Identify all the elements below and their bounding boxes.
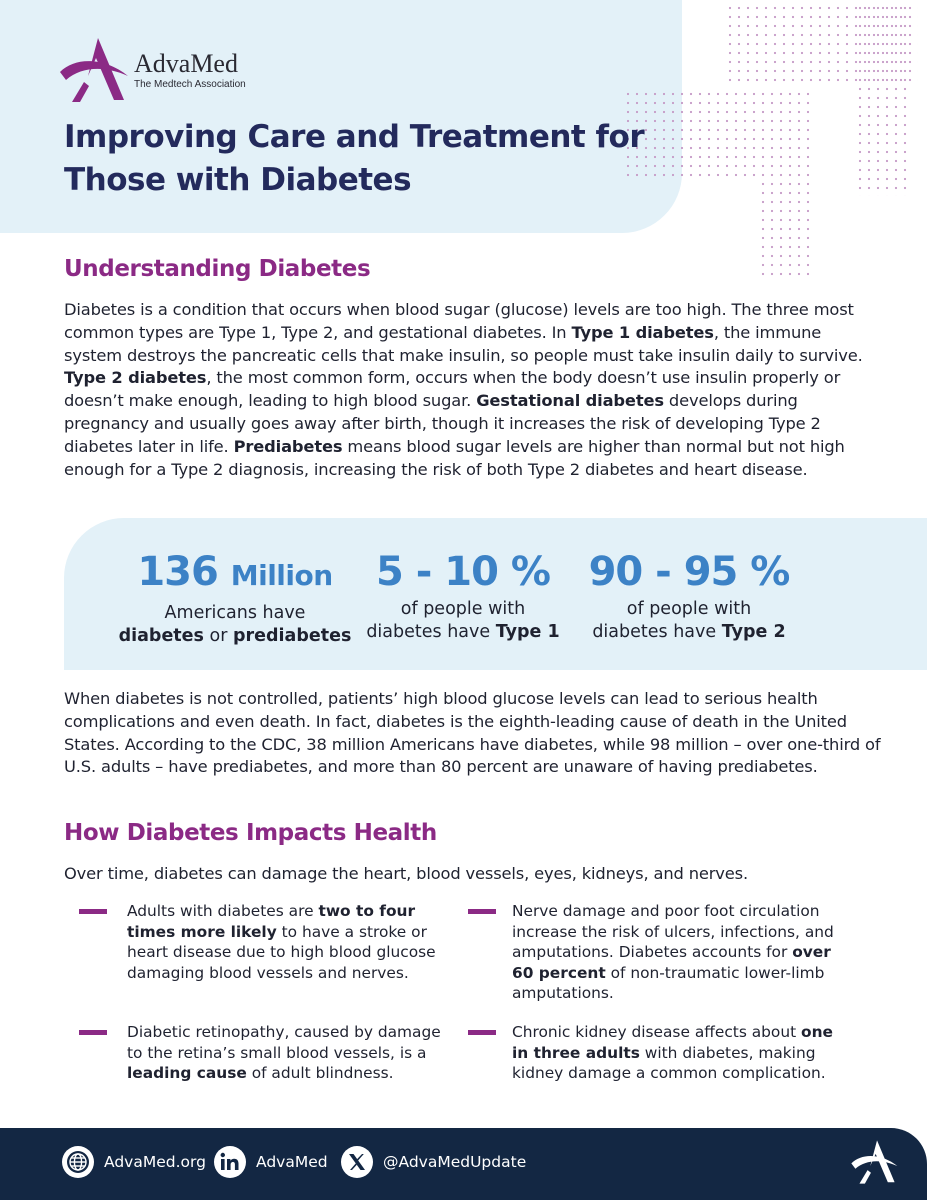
understanding-paragraph: Diabetes is a condition that occurs when blood sugar (glucose) levels are too high. The three most common types are Type 1, Type 2, and gestational diabetes. In Type 1 diabetes, the immune system destroys the pancreatic cells that make insulin, so people must take insulin daily to survive. Type 2 diabetes, the most common form, occurs when the body doesn’t use insulin properly or doesn’t make enough, leading to high blood sugar. Gestational diabetes develops during pregnancy and usually goes away after birth, though it increases the risk of developing Type 2 diabetes later in life. Prediabetes means blood sugar levels are higher than normal but not high enough for a Type 2 diagnosis, increasing the risk of both Type 2 diabetes and heart disease. bbox=[64, 300, 863, 479]
list-item: Chronic kidney disease affects about one in three adults with diabetes, making kidney damage a common complication. bbox=[512, 1022, 847, 1084]
page-title-line-1: Improving Care and Treatment for bbox=[64, 119, 645, 155]
footer-website-link[interactable] bbox=[62, 1146, 206, 1178]
advamed-logo-mark-icon bbox=[58, 36, 132, 104]
footer-website-text: AdvaMed.org bbox=[104, 1153, 206, 1171]
brand-name: AdvaMed bbox=[134, 48, 238, 78]
brand-tagline: The Medtech Association bbox=[134, 78, 246, 90]
advamed-footer-logo-icon bbox=[850, 1138, 900, 1186]
x-icon bbox=[341, 1146, 373, 1178]
impacts-intro: Over time, diabetes can damage the heart, blood vessels, eyes, kidneys, and nerves. bbox=[64, 864, 749, 883]
stat-description: Americans have diabetes or prediabetes bbox=[118, 603, 352, 646]
footer-x-text: @AdvaMedUpdate bbox=[383, 1153, 527, 1171]
decorative-dot-grid-right bbox=[858, 6, 912, 196]
list-item: Diabetic retinopathy, caused by damage to the retina’s small blood vessels, is a leading cause of adult blindness. bbox=[127, 1022, 457, 1084]
stat-type2 bbox=[578, 548, 800, 644]
bullet-bar bbox=[468, 1030, 496, 1035]
page-title bbox=[64, 116, 664, 202]
stat-number: 90 - 95 % bbox=[588, 549, 790, 595]
stat-description: of people with diabetes have Type 2 bbox=[592, 599, 786, 642]
bullet-bar bbox=[79, 1030, 107, 1035]
globe-icon bbox=[62, 1146, 94, 1178]
stat-number: 136 Million bbox=[137, 549, 333, 595]
section-heading-impacts: How Diabetes Impacts Health bbox=[64, 820, 437, 846]
list-item: Nerve damage and poor foot circulation increase the risk of ulcers, infections, and amputations. Diabetes accounts for over 60 percent of non-traumatic lower-limb amputations. bbox=[512, 901, 847, 1004]
page-title-line-2: Those with Diabetes bbox=[64, 162, 412, 198]
footer-x-link[interactable] bbox=[341, 1146, 526, 1178]
stat-americans bbox=[98, 548, 372, 648]
bullet-bar bbox=[79, 909, 107, 914]
bullet-bar bbox=[468, 909, 496, 914]
section-heading-understanding: Understanding Diabetes bbox=[64, 256, 371, 282]
stat-number: 5 - 10 % bbox=[376, 549, 550, 595]
list-item: Adults with diabetes are two to four times more likely to have a stroke or heart disease due to high blood glucose damaging blood vessels and nerves. bbox=[127, 901, 457, 983]
stat-type1 bbox=[352, 548, 574, 644]
complications-paragraph: When diabetes is not controlled, patients’ high blood glucose levels can lead to serious health complications and even death. In fact, diabetes is the eighth-leading cause of death in the United States. According to the CDC, 38 million Americans have diabetes, while 98 million – over one-third of U.S. adults – have prediabetes, and more than 80 percent are unaware of having prediabetes. bbox=[64, 689, 881, 777]
linkedin-icon bbox=[214, 1146, 246, 1178]
advamed-logo bbox=[58, 36, 246, 104]
footer-linkedin-link[interactable] bbox=[214, 1146, 328, 1178]
footer-linkedin-text: AdvaMed bbox=[256, 1153, 328, 1171]
stat-description: of people with diabetes have Type 1 bbox=[366, 599, 560, 642]
